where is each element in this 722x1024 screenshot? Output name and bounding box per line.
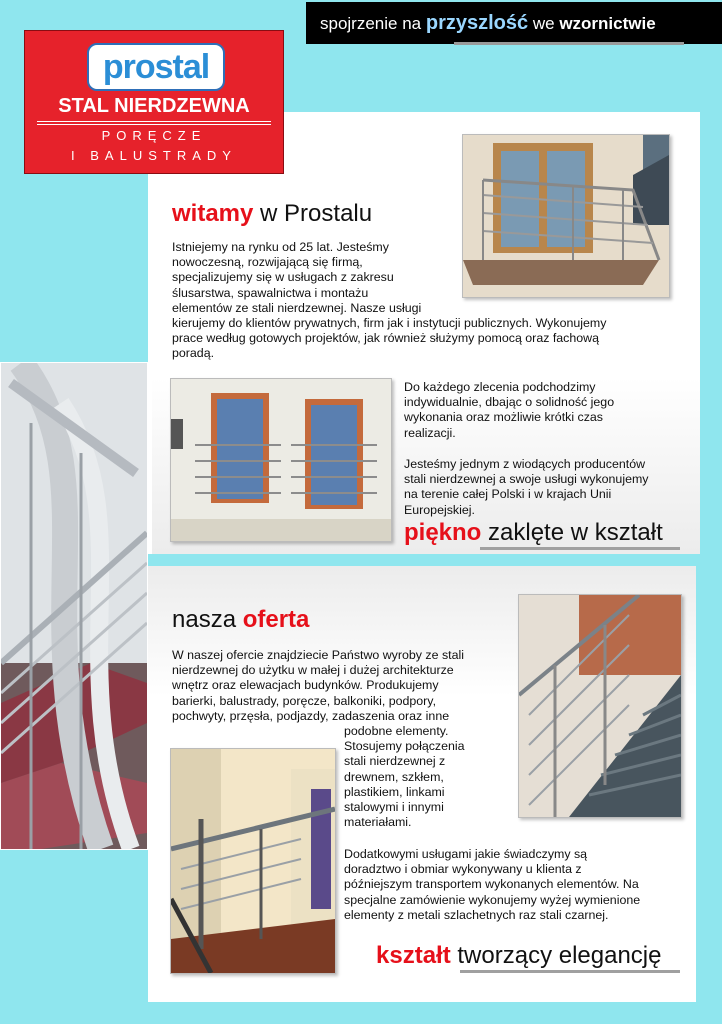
welcome-heading-red: witamy: [172, 200, 254, 227]
header-bar: [306, 2, 722, 44]
paragraph-line: plastikiem, linkami: [344, 784, 445, 799]
paragraph-line: kierujemy do klientów prywatnych, firm jak i instytucji publicznych. Wykonujemy: [172, 316, 607, 331]
shape-slogan-red: kształt: [376, 942, 451, 969]
paragraph-line: wykonania oraz możliwie krótki czas: [404, 410, 604, 425]
offer-paragraph: [172, 648, 512, 724]
paragraph-line: barierki, balustrady, poręcze, balkoniki, podpory,: [172, 693, 437, 708]
shape-slogan-rest: tworzący elegancję: [457, 942, 662, 969]
individual-approach-paragraph: [404, 380, 684, 441]
brand-logo: prostal: [87, 43, 225, 91]
logo-tag-line2: I BALUSTRADY: [71, 148, 237, 163]
offer-heading: [172, 606, 309, 634]
welcome-heading-rest: w Prostalu: [260, 200, 373, 227]
paragraph-line: poradą.: [172, 346, 215, 361]
logo-tag-line1: PORĘCZE: [101, 128, 207, 143]
paragraph-line: nierdzewnej do użytku w małej i dużej architekturze: [172, 663, 454, 678]
paragraph-line: materiałami.: [344, 815, 412, 830]
window-railings-photo: [170, 378, 392, 542]
logo-subtitle: STAL NIERDZEWNA: [58, 95, 250, 117]
paragraph-line: prace według gotowych projektów, jak również służymy pomocą oraz fachową: [172, 331, 599, 346]
indoor-stair-railing-photo: [170, 748, 336, 974]
paragraph-line: indywidualnie, dbając o solidność jego: [404, 395, 615, 410]
paragraph-line: Jesteśmy jednym z wiodących producentów: [404, 457, 646, 471]
shape-slogan-underline: [460, 970, 680, 973]
beauty-slogan-underline: [480, 547, 680, 550]
paragraph-line: realizacji.: [404, 425, 456, 440]
paragraph-line: stali nierdzewnej a swoje usługi wykonujemy: [404, 472, 649, 487]
spiral-stair-railing-photo: [0, 362, 148, 850]
offer-heading-red: oferta: [242, 606, 310, 633]
paragraph-line: pochwyty, przęsła, podjazdy, zadaszenia oraz inne: [172, 708, 450, 723]
paragraph-line: elementy z metali szlachetnych raz stali czarnej.: [344, 907, 609, 922]
paragraph-line: podobne elementy.: [344, 724, 449, 738]
extra-services-paragraph: [344, 847, 684, 923]
tagline-highlight: przyszlość: [425, 12, 529, 34]
logo-rule-bottom: [37, 124, 271, 125]
paragraph-line: na terenie całej Polski i w krajach Unii: [404, 487, 612, 502]
outdoor-stair-railing-photo: [518, 594, 682, 818]
paragraph-line: Dodatkowymi usługami jakie świadczymy są: [344, 847, 588, 861]
beauty-slogan-rest: zaklęte w kształt: [488, 519, 663, 546]
leading-producer-paragraph: [404, 457, 684, 518]
logo-rule-top: [37, 121, 271, 122]
paragraph-line: doradztwo i obmiar wykonywany u klienta z: [344, 862, 582, 877]
paragraph-line: stali nierdzewnej z: [344, 754, 446, 769]
paragraph-line: drewnem, szkłem,: [344, 769, 444, 784]
paragraph-line: wnętrz oraz elewacjach budynków. Produkujemy: [172, 678, 439, 693]
beauty-slogan: [404, 519, 663, 547]
paragraph-line: specjalizujemy się w usługach z zakresu: [172, 270, 394, 285]
tagline-underline: [454, 42, 684, 45]
welcome-heading: [172, 200, 372, 228]
tagline-bold: wzornictwie: [559, 14, 656, 33]
paragraph-line: stalowymi i innymi: [344, 800, 444, 815]
offer-heading-pre: nasza: [172, 606, 237, 633]
welcome-paragraph: [172, 240, 672, 362]
materials-paragraph: [344, 724, 514, 830]
tagline-mid: we: [532, 14, 555, 33]
paragraph-line: nowoczesną, rozwijającą się firmą,: [172, 255, 363, 270]
paragraph-line: elementów ze stali nierdzewnej. Nasze usługi: [172, 300, 422, 315]
paragraph-line: Stosujemy połączenia: [344, 739, 465, 754]
beauty-slogan-red: piękno: [404, 519, 482, 546]
shape-slogan: [376, 942, 661, 970]
paragraph-line: specjalne zamówienie wykonujemy wyżej wymienione: [344, 892, 641, 907]
paragraph-line: W naszej ofercie znajdziecie Państwo wyroby ze stali: [172, 648, 464, 662]
tagline: [320, 12, 656, 35]
paragraph-line: późniejszym transportem wykonanych elementów. Na: [344, 877, 639, 892]
paragraph-line: ślusarstwa, spawalnictwa i montażu: [172, 285, 369, 300]
paragraph-line: Istniejemy na rynku od 25 lat. Jesteśmy: [172, 240, 389, 254]
tagline-pre: spojrzenie na: [320, 14, 422, 33]
paragraph-line: Europejskiej.: [404, 502, 475, 517]
company-logo-box: [24, 30, 284, 174]
paragraph-line: Do każdego zlecenia podchodzimy: [404, 380, 596, 394]
